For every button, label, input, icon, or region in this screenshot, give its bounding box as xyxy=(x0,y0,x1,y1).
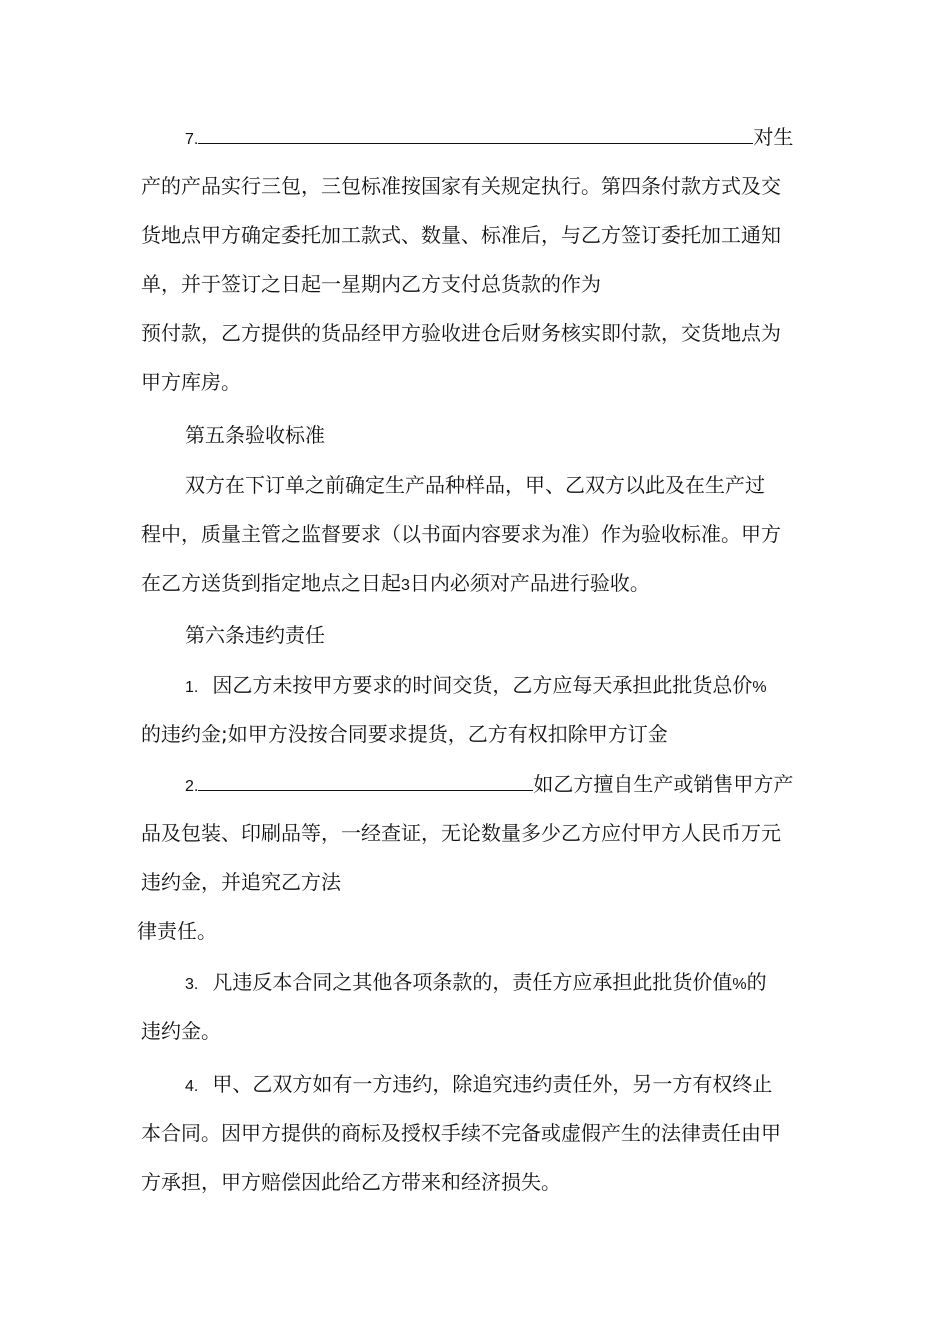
fill-in-blank xyxy=(198,772,533,791)
clause-3-line xyxy=(185,966,875,998)
item-number: 7. xyxy=(185,131,199,148)
body-line: 单，并于签订之日起一星期内乙方支付总货款的作为 xyxy=(141,272,601,296)
body-line xyxy=(141,567,831,599)
body-line: 本合同。因甲方提供的商标及授权手续不完备或虚假产生的法律责任由甲 xyxy=(141,1121,781,1145)
text-run: 凡违反本合同之其他各项条款的，责任方应承担此批货价值 xyxy=(212,970,733,994)
clause-2-line xyxy=(185,768,875,800)
body-line: 方承担，甲方赔偿因此给乙方带来和经济损失。 xyxy=(141,1170,561,1194)
clause-4-line xyxy=(185,1068,875,1100)
text-run: 的 xyxy=(746,970,767,994)
body-line: 双方在下订单之前确定生产品种样品，甲、乙双方以此及在生产过 xyxy=(185,473,765,497)
item-number: 1. xyxy=(185,679,199,696)
body-line: 律责任。 xyxy=(137,919,217,943)
text-run: 在乙方送货到指定地点之日起 xyxy=(141,571,401,595)
day-count: 3 xyxy=(401,577,410,594)
text-run: 对生 xyxy=(753,125,794,149)
body-line: 品及包装、印刷品等，一经查证，无论数量多少乙方应付甲方人民币万元 xyxy=(141,821,781,845)
body-line: 预付款，乙方提供的货品经甲方验收进仓后财务核实即付款，交货地点为 xyxy=(141,321,781,345)
item-number: 4. xyxy=(185,1078,199,1095)
body-line: 的违约金;如甲方没按合同要求提货，乙方有权扣除甲方订金 xyxy=(141,722,668,746)
body-line: 违约金，并追究乙方法 xyxy=(141,870,341,894)
text-run: 甲、乙双方如有一方违约，除追究违约责任外，另一方有权终止 xyxy=(212,1072,773,1096)
text-run: 日内必须对产品进行验收。 xyxy=(409,571,650,595)
section-heading: 第六条违约责任 xyxy=(185,623,325,647)
text-run: 因乙方未按甲方要求的时间交货，乙方应每天承担此批货总价 xyxy=(212,673,753,697)
percent-sign: % xyxy=(752,679,767,696)
clause-7-line xyxy=(185,121,875,153)
body-line: 货地点甲方确定委托加工款式、数量、标准后，与乙方签订委托加工通知 xyxy=(141,223,781,247)
item-number: 3. xyxy=(185,976,199,993)
section-heading: 第五条验收标准 xyxy=(185,423,325,447)
body-line: 程中，质量主管之监督要求（以书面内容要求为准）作为验收标准。甲方 xyxy=(141,522,781,546)
percent-sign: % xyxy=(732,976,747,993)
fill-in-blank xyxy=(198,125,753,144)
clause-1-line xyxy=(185,669,875,701)
body-line: 违约金。 xyxy=(141,1019,221,1043)
body-line: 产的产品实行三包，三包标准按国家有关规定执行。第四条付款方式及交 xyxy=(141,174,781,198)
body-line: 甲方库房。 xyxy=(141,370,241,394)
text-run: 如乙方擅自生产或销售甲方产 xyxy=(533,772,794,796)
item-number: 2. xyxy=(185,778,199,795)
